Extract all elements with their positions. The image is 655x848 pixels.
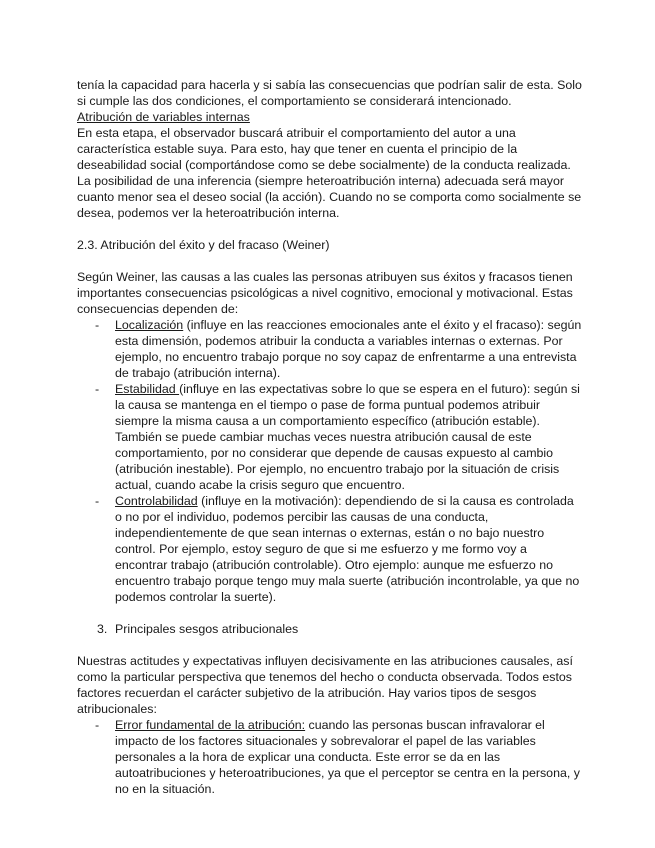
term-error-fundamental: Error fundamental de la atribución: bbox=[115, 718, 306, 732]
list-bullet: - bbox=[95, 718, 100, 732]
list-item-controlabilidad bbox=[95, 493, 582, 605]
term-estabilidad-description: (influye en las expectativas sobre lo que se espera en el futuro): según si la causa se mantenga en el tiempo o pase de forma puntual podemos atribuir siempre la misma causa a un comportamiento específico (atribución estable). También se puede cambiar muchas veces nuestra atribución causal de este comportamiento, por no considerar que depende de causas expuesto al cambio (atribución inestable). Por ejemplo, no encuentro trabajo por la situación de crisis actual, cuando acabe la crisis seguro que encuentro. bbox=[115, 382, 580, 492]
term-controlabilidad: Controlabilidad bbox=[115, 494, 198, 508]
term-localizacion: Localización bbox=[115, 318, 184, 332]
weiner-dimensions-list bbox=[77, 317, 582, 605]
document-page bbox=[77, 77, 582, 797]
weiner-section-heading: 2.3. Atribución del éxito y del fracaso (Weiner) bbox=[77, 238, 330, 252]
biases-list bbox=[77, 717, 582, 797]
internal-attribution-heading: Atribución de variables internas bbox=[77, 110, 250, 124]
list-bullet: - bbox=[95, 382, 100, 396]
term-localizacion-description: (influye en las reacciones emocionales ante el éxito y el fracaso): según esta dimensión, podemos atribuir la conducta a variables internas o externas. Por ejemplo, no encuentro trabajo porque no soy capaz de enfrentarme a una entrevista de trabajo (atribución interna). bbox=[115, 318, 582, 380]
list-bullet: - bbox=[95, 318, 100, 332]
intro-paragraph: tenía la capacidad para hacerla y si sabía las consecuencias que podrían salir de esta. Solo si cumple las dos condiciones, el comportamiento se considerará intencionado. bbox=[77, 78, 582, 108]
list-item-error-fundamental bbox=[95, 717, 582, 797]
internal-attribution-paragraph: En esta etapa, el observador buscará atribuir el comportamiento del autor a una característica estable suya. Para esto, hay que tener en cuenta el principio de la deseabilidad social (comportándose como se debe socialmente) de la conducta realizada. La posibilidad de una inferencia (siempre heteroatribución interna) adecuada será mayor cuanto menor sea el deseo social (la acción). Cuando no se comporta como socialmente se desea, podemos ver la heteroatribución interna. bbox=[77, 126, 582, 220]
term-controlabilidad-description: (influye en la motivación): dependiendo de si la causa es controlada o no por el individuo, podemos percibir las causas de una conducta, independientemente de que sean internas o externas, están o no bajo nuestro control. Por ejemplo, estoy seguro de que si me esfuerzo y me formo voy a encontrar trabajo (atribución controlable). Otro ejemplo: aunque me esfuerzo no encuentro trabajo porque tengo muy mala suerte (atribución incontrolable, ya que no podemos controlar la suerte). bbox=[115, 494, 580, 604]
biases-section-title: Principales sesgos atribucionales bbox=[115, 622, 299, 636]
biases-section-heading bbox=[77, 621, 582, 637]
section-number: 3. bbox=[97, 622, 108, 636]
list-item-localizacion bbox=[95, 317, 582, 381]
biases-intro-paragraph: Nuestras actitudes y expectativas influyen decisivamente en las atribuciones causales, así como la particular perspectiva que tenemos del hecho o conducta observada. Todos estos factores recuerdan el carácter subjetivo de la atribución. Hay varios tipos de sesgos atribucionales: bbox=[77, 654, 573, 716]
list-bullet: - bbox=[95, 494, 100, 508]
term-error-fundamental-description: cuando las personas buscan infravalorar el impacto de los factores situacionales y sobrevalorar el papel de las variables personales a la hora de explicar una conducta. Este error se da en las autoatribuciones y heteroatribuciones, ya que el perceptor se centra en la persona, y no en la situación. bbox=[115, 718, 580, 796]
list-item-estabilidad bbox=[95, 381, 582, 493]
term-estabilidad: Estabilidad bbox=[115, 382, 180, 396]
weiner-intro-paragraph: Según Weiner, las causas a las cuales las personas atribuyen sus éxitos y fracasos tienen importantes consecuencias psicológicas a nivel cognitivo, emocional y motivacional. Estas consecuencias dependen de: bbox=[77, 270, 573, 316]
